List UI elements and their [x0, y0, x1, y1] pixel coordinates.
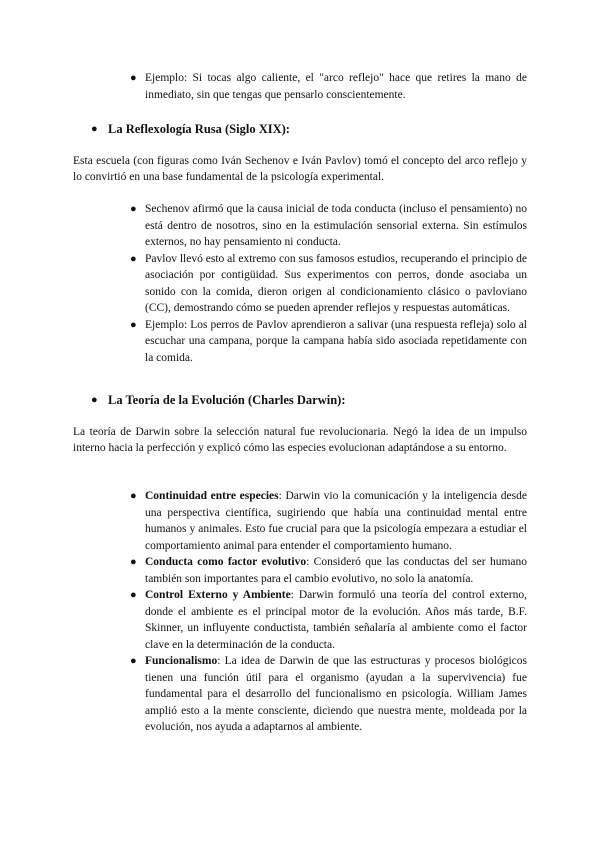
bullet-icon: ● [91, 394, 98, 406]
term-conducta: Conducta como factor evolutivo [145, 556, 307, 568]
evolucion-list [130, 488, 527, 736]
list-item: ● Ejemplo: Los perros de Pavlov aprendieron a salivar (una respuesta refleja) solo al escuchar una campana, porque la campana había sido asociada repetidamente con la comida. [130, 318, 527, 364]
list-item-control: ● Control Externo y Ambiente: Darwin formuló una teoría del control externo, donde el ambiente es el principal motor de la evolución. Años más tarde, B.F. Skinner, un influyente conductista, también señalaría al ambiente como el factor clave en la determinación de la conducta. [130, 589, 527, 651]
section-heading-evolucion: ● La Teoría de la Evolución (Charles Darwin): [91, 393, 346, 407]
list-item: ● Sechenov afirmó que la causa inicial de toda conducta (incluso el pensamiento) no está dentro de nosotros, sino en la estimulación sensorial externa. Sin estímulos externos, no hay pensamiento ni conducta. [130, 203, 527, 248]
list-item-funcionalismo: ● Funcionalismo: La idea de Darwin de que las estructuras y procesos biológicos tienen una función útil para el organismo (ayudan a la supervivencia) fue fundamental para el desarrollo del funcionalismo en psicología. William James amplió esto a la mente consciente, diciendo que nuestra mente, moldeada por la evolución, nos ayuda a adaptarnos al ambiente. [130, 655, 527, 733]
list-item: ● Pavlov llevó esto al extremo con sus famosos estudios, recuperando el principio de asociación por contigüidad. Sus experimentos con perros, donde asociaba un sonido con la comida, dieron origen al condicionamiento clásico o pavloviano (CC), demostrando cómo se pueden aprender reflejos y respuestas automáticas. [130, 252, 527, 314]
bullet-icon: ● [130, 252, 137, 265]
bullet-icon: ● [91, 123, 98, 135]
bullet-icon: ● [130, 72, 137, 84]
bullet-icon: ● [130, 203, 137, 215]
section-heading-reflexologia: ● La Reflexología Rusa (Siglo XIX): [91, 122, 290, 136]
bullet-icon: ● [130, 556, 137, 568]
list-item-conducta: ● Conducta como factor evolutivo: Consideró que las conductas del ser humano también son importantes para el cambio evolutivo, no solo la anatomía. [130, 556, 527, 585]
bullet-icon: ● [130, 318, 137, 331]
bullet-icon: ● [130, 490, 137, 502]
term-control: Control Externo y Ambiente [145, 589, 291, 601]
example-list-top [130, 70, 527, 103]
bullet-icon: ● [130, 655, 137, 667]
list-item-continuidad: ● Continuidad entre especies: Darwin vio la comunicación y la inteligencia desde una perspectiva científica, sugiriendo que había una continuidad mental entre humanos y animales. Esto fue crucial para que la psicología empezara a estudiar el comportamiento animal para entender el comportamiento humano. [130, 490, 527, 552]
section1-intro: Esta escuela (con figuras como Iván Sechenov e Iván Pavlov) tomó el concepto del arco reflejo y lo convirtió en una base fundamental de la psicología experimental. [73, 155, 527, 183]
bullet-icon: ● [130, 589, 137, 601]
list-item: ● Ejemplo: Si tocas algo caliente, el "arco reflejo" hace que retires la mano de inmediato, sin que tengas que pensarlo conscientemente. [130, 72, 527, 101]
reflexologia-list [130, 201, 527, 366]
section2-intro: La teoría de Darwin sobre la selección natural fue revolucionaria. Negó la idea de un impulso interno hacia la perfección y explicó cómo las especies evolucionan adaptándose a su entorno. [73, 426, 527, 454]
term-continuidad: Continuidad entre especies [145, 490, 279, 502]
term-funcionalismo: Funcionalismo [145, 655, 218, 667]
